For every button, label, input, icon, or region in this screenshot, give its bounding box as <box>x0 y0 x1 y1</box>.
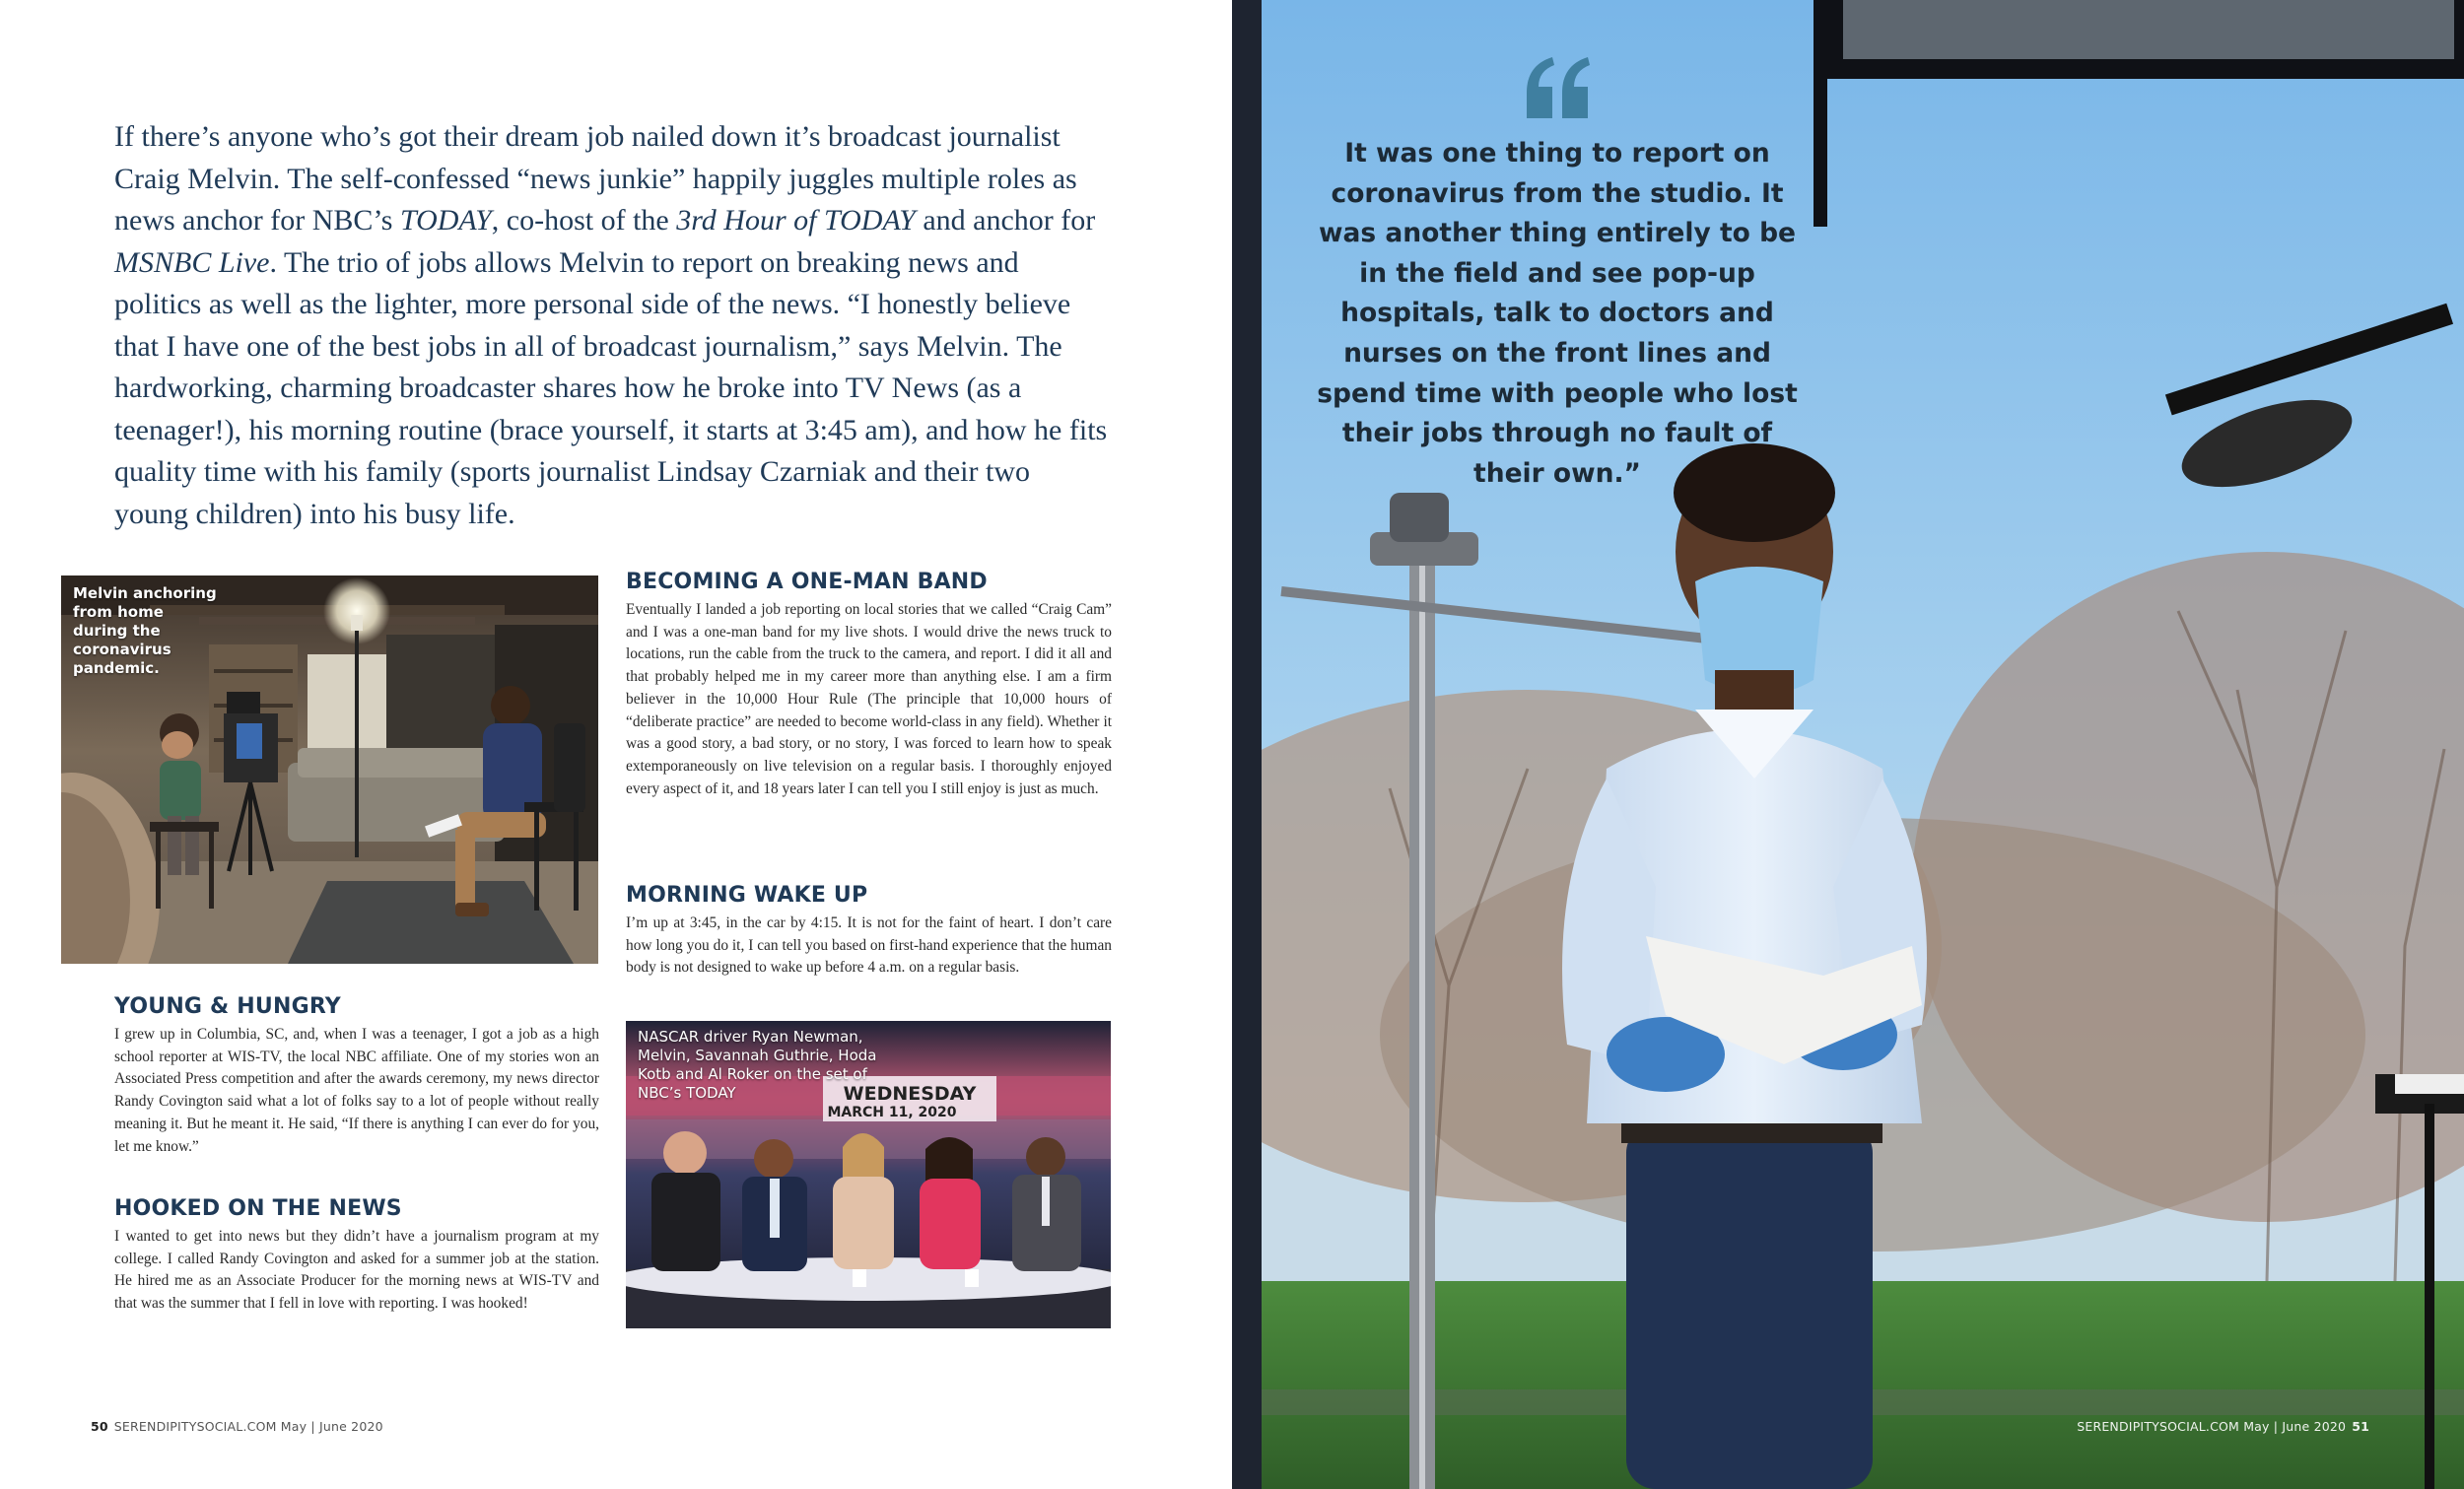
set-banner-day: WEDNESDAY <box>843 1083 977 1105</box>
section-heading: MORNING WAKE UP <box>626 883 868 908</box>
section-heading: BECOMING A ONE-MAN BAND <box>626 570 988 594</box>
left-folio <box>91 1419 383 1434</box>
section-heading: HOOKED ON THE NEWS <box>114 1196 402 1221</box>
right-folio <box>2077 1419 2369 1434</box>
section-hooked-on-news <box>114 1196 599 1316</box>
set-banner-date: MARCH 11, 2020 <box>827 1105 957 1120</box>
home-photo-caption: Melvin anchoring from home during the coronavirus pandemic. <box>73 584 217 677</box>
pull-quote: It was one thing to report on coronavirus from the studio. It was another thing entirely to be in the field and see pop-up hospitals, talk to doctors and nurses on the front lines and spend time with people who lost their jobs through no fault of their own.” <box>1317 138 1798 489</box>
today-set-photo-caption: NASCAR driver Ryan Newman, Melvin, Savannah Guthrie, Hoda Kotb and Al Roker on the set of NBC’s TODAY <box>638 1028 877 1102</box>
left-folio-text: SERENDIPITYSOCIAL.COM May | June 2020 <box>113 1419 383 1434</box>
intro-text-4: . The trio of jobs allows Melvin to report on breaking news and politics as well as the lighter, more personal side of the news. “I honestly believe that I have one of the best jobs in all of broadcast journalism,” says Melvin. The hardworking, charming broadcaster shares how he broke into TV News (as a teenager!), his morning routine (brace yourself, it starts at 3:45 am), and how he fits quality time with his family (sports journalist Lindsay Czarniak and their two young children) into his busy life. <box>114 245 1108 530</box>
right-folio-text: SERENDIPITYSOCIAL.COM May | June 2020 <box>2077 1419 2347 1434</box>
section-one-man-band <box>626 570 1112 800</box>
intro-text-2: , co-host of the <box>491 204 677 237</box>
section-body: I’m up at 3:45, in the car by 4:15. It is not for the faint of heart. I don’t care how long you do it, I can tell you based on first-hand experience that the human body is not designed to wake up before 4 a.m. on a regular basis. <box>626 914 1112 977</box>
intro-paragraph <box>114 116 1110 535</box>
section-body: I grew up in Columbia, SC, and, when I was a teenager, I got a job as a high school reporter at WIS-TV, the local NBC affiliate. One of my stories won an Associated Press competition and after the awards ceremony, my news director Randy Covington said what a lot of folks say to a lot of people without really meaning it. But he meant it. He said, “If there is anything I can ever do for you, let me know.” <box>114 1026 599 1155</box>
left-page-number: 50 <box>91 1419 108 1434</box>
intro-show-today: TODAY <box>399 204 492 237</box>
quotation-mark-icon <box>1523 57 1592 120</box>
section-morning-wake-up <box>626 883 1112 980</box>
section-body: Eventually I landed a job reporting on local stories that we called “Craig Cam” and I was a one-man band for my live shots. I would drive the news truck to locations, run the cable from the truck to the camera, and report. I did it all and that probably helped me in my career more than anything else. I am a firm believer in the 10,000 Hour Rule (The principle that 10,000 hours of “deliberate practice” are needed to become world-class in any field). Whether it was a good story, a bad story, or no story, I was forced to learn how to speak extemporaneously on live television on a regular basis. I thoroughly enjoyed every aspect of it, and 18 years later I can tell you I still enjoy is just as much. <box>626 601 1112 797</box>
intro-text-3: and anchor for <box>915 204 1096 237</box>
section-heading: YOUNG & HUNGRY <box>114 994 341 1019</box>
intro-show-third-hour: 3rd Hour of TODAY <box>676 204 916 237</box>
right-page-number: 51 <box>2352 1419 2369 1434</box>
section-body: I wanted to get into news but they didn’t have a journalism program at my college. I called Randy Covington and asked for a summer job at the station. He hired me as an Associate Producer for the morning news at WIS-TV and that was the summer that I fell in love with reporting. I was hooked! <box>114 1228 599 1313</box>
intro-text-1: If there’s anyone who’s got their dream job nailed down it’s broadcast journalist Craig Melvin. The self-confessed “news junkie” happily juggles multiple roles as news anchor for NBC’s <box>114 120 1077 237</box>
section-young-hungry <box>114 994 599 1158</box>
intro-show-msnbc: MSNBC Live <box>114 245 270 279</box>
